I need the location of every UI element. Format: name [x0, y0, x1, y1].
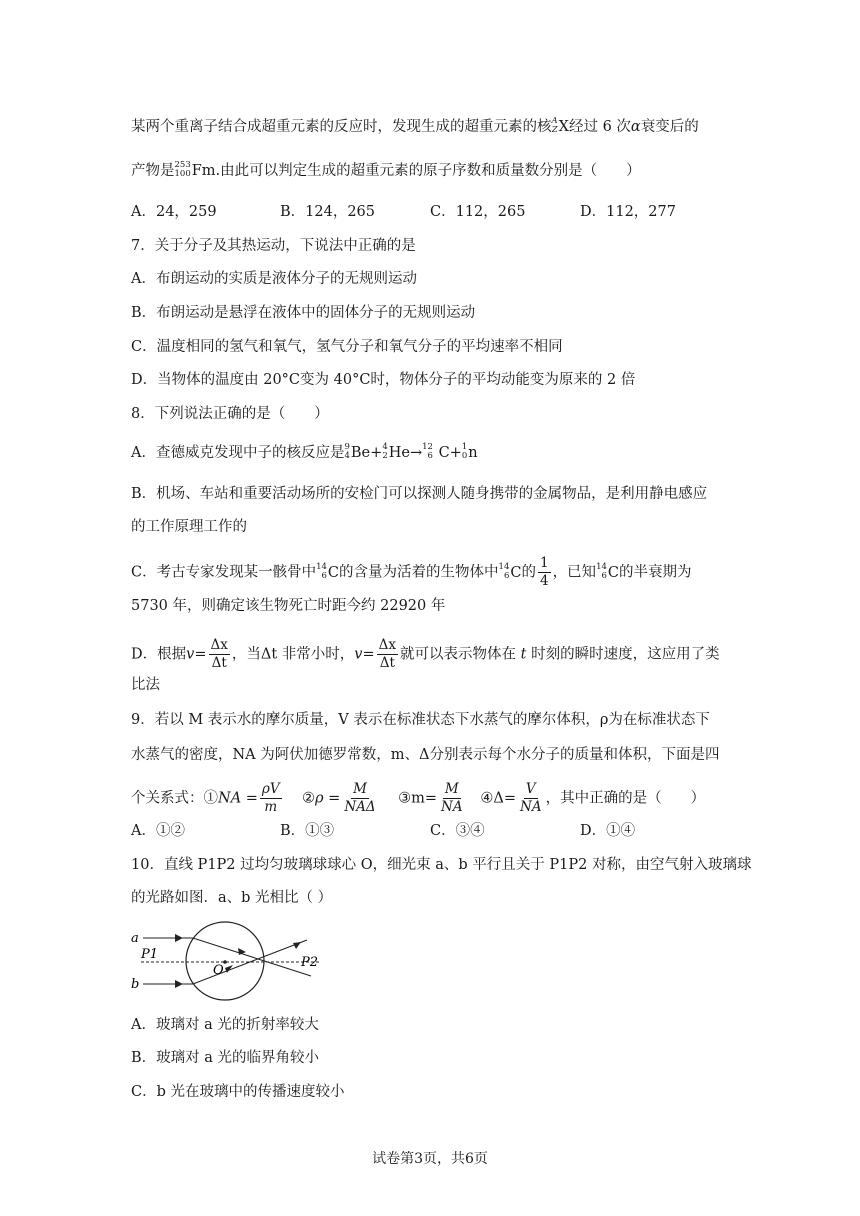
formula-lhs: Δ=: [493, 790, 517, 807]
q8-option-c-line2: 5730 年，则确定该生物死亡时距今约 22920 年: [131, 598, 446, 614]
fraction-denominator: m: [264, 799, 278, 815]
q8-text: ，已知: [552, 564, 597, 581]
nuclide-symbol: C: [607, 564, 619, 581]
fraction-denominator: Δt: [379, 655, 395, 671]
fraction-denominator: NA: [441, 799, 463, 815]
nuclide-charge: Z: [551, 125, 558, 135]
q10-line1: 10．直线 P1P2 过均匀玻璃球球心 O，细光束 a、b 平行且关于 P1P2 对称，由空气射入玻璃球: [131, 857, 752, 873]
formula-2: [342, 781, 377, 816]
fraction-numerator: Δx: [378, 637, 397, 653]
q9-option-d: D．①④: [580, 823, 636, 839]
q6-text: 经过 6 次: [568, 119, 631, 135]
q7-option-b: B．布朗运动是悬浮在液体中的固体分子的无规则运动: [131, 305, 476, 321]
q6-text: 某两个重离子结合成超重元素的反应时，发现生成的超重元素的核: [131, 119, 552, 135]
formula-label: ③: [398, 790, 412, 807]
plus-sign: +: [370, 445, 383, 461]
q9-option-b: B．①③: [280, 823, 335, 839]
q8-option-b-line1: B．机场、车站和重要活动场所的安检门可以探测人随身携带的金属物品，是利用静电感应: [131, 486, 708, 502]
label-b: b: [131, 977, 140, 992]
fraction-numerator: M: [353, 781, 367, 797]
formula-3: [439, 781, 465, 816]
q8-text: 就可以表示物体在: [400, 646, 517, 663]
q9-text: ，其中正确的是（ ）: [545, 790, 706, 807]
nuclide-symbol: Be: [350, 445, 371, 461]
q9-line1: 9．若以 M 表示水的摩尔质量，V 表示在标准状态下水蒸气的摩尔体积，ρ为在标准状态下: [131, 712, 710, 728]
equals-sign: =: [194, 646, 207, 663]
nuclide-charge: 4: [344, 451, 350, 461]
fraction-one-quarter: [538, 555, 551, 590]
nuclide-charge: 0: [461, 451, 468, 461]
fraction-denominator: NAΔ: [344, 799, 376, 815]
nuclide-symbol: C: [327, 564, 340, 581]
nuclide-mass: 1: [461, 442, 468, 452]
q6-text: 衰变后的: [640, 119, 699, 135]
fraction-denominator: NA: [520, 799, 542, 815]
q8-option-a: [131, 443, 478, 463]
formula-label: ④: [480, 790, 494, 807]
formula-4: [518, 781, 544, 816]
fraction-numerator: 1: [539, 555, 549, 571]
label-a: a: [131, 931, 139, 946]
nuclide-fm: [175, 161, 216, 181]
q7-option-c: C．温度相同的氢气和氧气，氢气分子和氧气分子的平均速率不相同: [131, 339, 563, 355]
var-v: v: [354, 646, 363, 663]
nuclide-mass: 12: [422, 442, 433, 452]
q10-option-c: C．b 光在玻璃中的传播速度较小: [131, 1084, 345, 1100]
q9-option-a: A．①②: [131, 823, 185, 839]
nuclide-symbol: Fm: [191, 163, 216, 179]
formula-lhs: NA =: [218, 790, 258, 807]
q9-option-c: C．③④: [430, 823, 485, 839]
q8-option-c-line1: [131, 555, 692, 590]
label-o: O: [213, 963, 224, 978]
nuclide-c14: [316, 563, 339, 583]
q8-text: 时刻的瞬时速度，这应用了类: [531, 646, 720, 663]
alpha-symbol: α: [630, 119, 641, 135]
fraction-denominator: 4: [539, 573, 549, 589]
nuclide-symbol: C: [438, 445, 450, 461]
q7-stem: 7．关于分子及其热运动，下说法中正确的是: [131, 238, 416, 254]
formula-lhs: ρ =: [315, 790, 341, 807]
var-t: t: [520, 646, 527, 663]
fraction-denominator: Δt: [211, 655, 227, 671]
q10-option-b: B．玻璃对 a 光的临界角较小: [131, 1050, 320, 1066]
q8-option-d-line2: 比法: [131, 677, 160, 693]
q10-line2: 的光路如图．a、b 光相比（ ）: [131, 890, 333, 906]
var-v: v: [186, 646, 195, 663]
nuclide-symbol: X: [558, 119, 569, 135]
nuclide-mass: 14: [316, 561, 327, 572]
nuclide-symbol: n: [468, 445, 478, 461]
nuclide-mass: 14: [596, 561, 607, 572]
q6-option-c: C．112，265: [430, 204, 526, 220]
label-p2: P2: [301, 955, 319, 970]
nuclide-mass: 4: [382, 442, 388, 452]
nuclide-be: [344, 443, 370, 463]
fraction-numerator: ρV: [261, 781, 280, 797]
label-p1: P1: [141, 947, 159, 962]
q9-line2: 水蒸气的密度，NA 为阿伏加德罗常数，m、Δ分别表示每个水分子的质量和体积，下面是四: [131, 747, 720, 763]
nuclide-symbol: He: [388, 445, 410, 461]
optics-figure: [131, 920, 331, 1002]
page-footer: 试卷第3页，共6页: [372, 1151, 488, 1167]
formula-lhs: m=: [411, 790, 437, 807]
q8-text: 的含量为活着的生物体中: [339, 564, 499, 581]
q6-option-a: A．24，259: [131, 204, 217, 220]
q8-stem: 8．下列说法正确的是（ ）: [131, 406, 329, 422]
q9-line3: [131, 781, 705, 816]
q8-text: A．查德威克发现中子的核反应是: [131, 445, 345, 461]
nuclide-n: [462, 443, 478, 463]
q9-text: 个关系式：①: [131, 790, 218, 807]
fraction-numerator: V: [525, 781, 536, 797]
nuclide-c12: [422, 443, 450, 463]
fraction-dx-dt: [209, 637, 230, 672]
ray-a-arrow: [175, 934, 183, 942]
formula-label: ②: [302, 790, 316, 807]
q8-text: 的: [521, 564, 536, 581]
nuclide-c14: [499, 563, 522, 583]
q6-text: 产物是: [131, 163, 175, 179]
nuclide-charge: 6: [427, 451, 433, 461]
nuclide-charge: 100: [174, 169, 191, 179]
reaction-arrow: →: [409, 445, 423, 461]
q8-text: 的半衰期为: [619, 564, 692, 581]
q7-option-d: D．当物体的温度由 20°C变为 40°C时，物体分子的平均动能变为原来的 2 倍: [131, 372, 636, 388]
nuclide-charge: 6: [503, 570, 510, 581]
nuclide-mass: A: [551, 116, 558, 126]
q6-line2: [131, 161, 641, 181]
formula-1: [260, 781, 282, 816]
plus-sign: +: [449, 445, 462, 461]
q6-text: .由此可以判定生成的超重元素的原子序数和质量数分别是（ ）: [215, 163, 641, 179]
nuclide-he: [382, 443, 410, 463]
nuclide-mass: 253: [174, 160, 191, 170]
nuclide-c14: [596, 563, 619, 583]
q8-text: ，当Δt 非常小时，: [231, 646, 355, 663]
q7-option-a: A．布朗运动的实质是液体分子的无规则运动: [131, 271, 417, 287]
fraction-numerator: M: [444, 781, 459, 797]
q8-option-b-line2: 的工作原理工作的: [131, 519, 247, 535]
q8-text: C．考古专家发现某一骸骨中: [131, 564, 317, 581]
nuclide-charge: 6: [321, 570, 327, 581]
nuclide-charge: 6: [601, 570, 607, 581]
q6-option-d: D．112，277: [580, 204, 676, 220]
fraction-numerator: Δx: [210, 637, 228, 653]
nuclide-mass: 9: [344, 442, 350, 452]
q8-text: D．根据: [131, 646, 187, 663]
nuclide-mass: 14: [498, 561, 510, 572]
nuclide-charge: 2: [382, 451, 388, 461]
fraction-dx-dt: [377, 637, 398, 672]
nuclide-symbol: C: [510, 564, 522, 581]
equals-sign: =: [362, 646, 375, 663]
q8-option-d-line1: [131, 637, 720, 672]
nuclide-x: [552, 117, 569, 137]
center-point: [223, 960, 227, 964]
q6-line1: [131, 117, 699, 137]
ray-b-arrow: [175, 980, 183, 988]
q10-option-a: A．玻璃对 a 光的折射率较大: [131, 1017, 319, 1033]
q6-option-b: B．124，265: [280, 204, 376, 220]
